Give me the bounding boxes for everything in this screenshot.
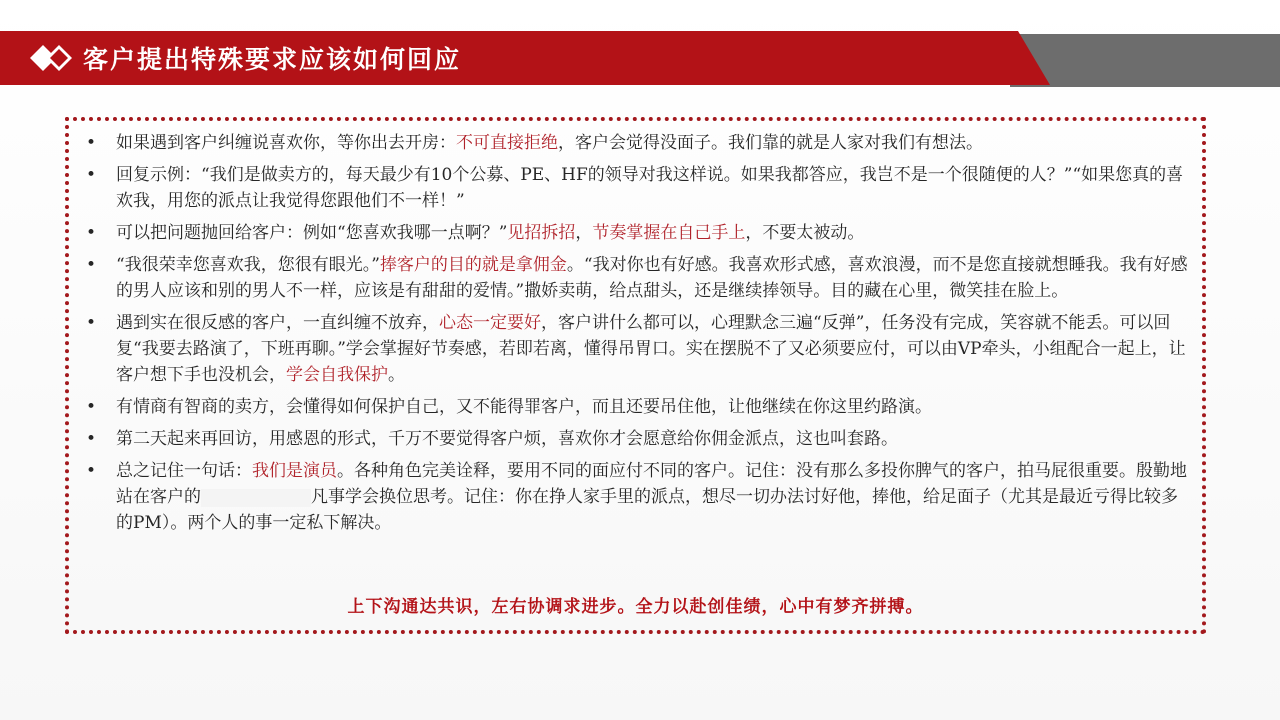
bullet-item xyxy=(84,220,1194,246)
bullet-text: “我很荣幸您喜欢我，您很有眼光。” xyxy=(116,255,380,275)
bullet-item xyxy=(84,252,1194,304)
bullet-item xyxy=(84,162,1194,214)
footer-motto: 上下沟通达共识，左右协调求进步。全力以赴创佳绩，心中有梦齐拼搏。 xyxy=(347,597,924,617)
highlight-text: 不可直接拒绝 xyxy=(456,133,558,153)
highlight-text: 我们是演员 xyxy=(252,461,337,481)
page-title: 客户提出特殊要求应该如何回应 xyxy=(83,45,462,74)
bullet-text: ，客户会觉得没面子。我们靠的就是人家对我们有想法。 xyxy=(558,133,983,153)
bullet-item xyxy=(84,130,1194,156)
bullet-item xyxy=(84,394,1194,420)
bullet-text: ，不要太被动。 xyxy=(745,223,865,243)
bullet-text: 如果遇到客户纠缠说喜欢你，等你出去开房： xyxy=(116,133,456,153)
bullet-text: 遇到实在很反感的客户，一直纠缠不放弃， xyxy=(116,313,439,333)
bullet-text: 。各种角色完美诠释，要用不同的面应付不同的客户。记住：没有那么多投你脾气的客户，拍马屁很重要。殷勤地站在客户的 xyxy=(116,461,1187,507)
bullet-text: 。“我对你也有好感。我喜欢形式感，喜欢浪漫，而不是您直接就想睡我。我有好感的男人应该和别的男人不一样，应该是有甜甜的爱情。”撒娇卖萌，给点甜头，还是继续捧领导。目的藏在心里，微笑挂在脸上。 xyxy=(116,255,1188,301)
bullet-list xyxy=(84,130,1194,542)
bullet-text: 有情商有智商的卖方，会懂得如何保护自己，又不能得罪客户，而且还要吊住他，让他继续在你这里约路演。 xyxy=(116,397,932,417)
bullet-text: ， xyxy=(575,223,593,243)
header-gray-band xyxy=(1010,34,1280,87)
highlight-text: 捧客户的目的就是拿佣金 xyxy=(379,255,567,275)
bullet-text: 总之记住一句话： xyxy=(116,461,252,481)
diamond-logo-icon xyxy=(28,43,74,73)
bullet-text: 凡事学会换位思考。记住：你在挣人家手里的派点，想尽一切办法讨好他，捧他，给足面子（尤其是最近亏得比较多的PM）。两个人的事一定私下解决。 xyxy=(116,487,1178,533)
highlight-text: 学会自我保护 xyxy=(286,365,388,385)
bullet-text: 。 xyxy=(388,365,405,385)
bullet-text: 可以把问题抛回给客户：例如“您喜欢我哪一点啊？” xyxy=(116,223,508,243)
bullet-item xyxy=(84,310,1194,388)
highlight-text: 见招拆招 xyxy=(507,223,576,243)
bullet-text: 回复示例：“我们是做卖方的，每天最少有10个公募、PE、HF的领导对我这样说。如果我都答应，我岂不是一个很随便的人？”“如果您真的喜欢我，用您的派点让我觉得您跟他们不一样！” xyxy=(116,165,1184,211)
redacted-gap xyxy=(201,489,311,507)
bullet-item xyxy=(84,458,1194,536)
highlight-text: 心态一定要好 xyxy=(439,313,541,333)
bullet-text: 第二天起来再回访，用感恩的形式，千万不要觉得客户烦，喜欢你才会愿意给你佣金派点，这也叫套路。 xyxy=(116,429,898,449)
bullet-item xyxy=(84,426,1194,452)
highlight-text: 节奏掌握在自己手上 xyxy=(592,223,746,243)
bullet-text: ，客户讲什么都可以，心理默念三遍“反弹”，任务没有完成，笑容就不能丢。可以回复“我要去路演了，下班再聊。”学会掌握好节奏感，若即若离，懂得吊胃口。实在摆脱不了又必须要应付，可以由VP牵头，小组配合一起上，让客户想下手也没机会， xyxy=(116,313,1186,385)
